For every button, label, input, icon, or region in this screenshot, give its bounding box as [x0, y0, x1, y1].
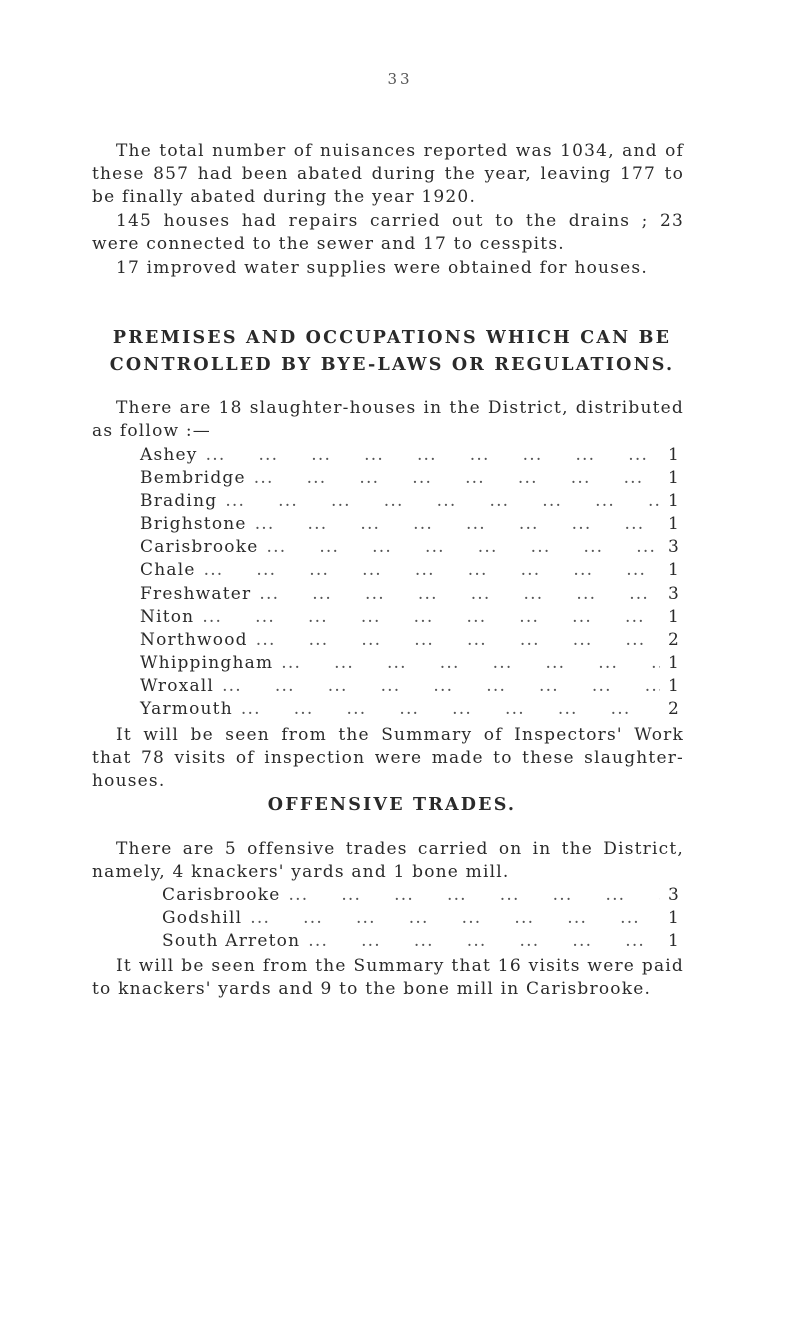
leader-dots	[214, 675, 660, 698]
place-name: Ashey	[140, 445, 198, 465]
place-count: 1	[667, 445, 680, 465]
list-item	[140, 698, 680, 721]
list-item	[140, 583, 680, 606]
place-count: 3	[667, 885, 680, 905]
list-item	[140, 444, 680, 467]
leader-dots	[300, 930, 660, 953]
place-name: Whippingham	[140, 652, 274, 673]
place-name: Carisbrooke	[162, 885, 281, 905]
place-count: 1	[667, 560, 680, 581]
leader-dots	[194, 606, 660, 629]
place-count: 3	[667, 537, 680, 558]
premises-heading-line-1: PREMISES AND OCCUPATIONS WHICH CAN BE	[112, 328, 672, 348]
leader-dots	[248, 629, 660, 652]
place-count: 2	[667, 629, 680, 650]
place-count: 1	[667, 675, 680, 696]
list-item	[140, 490, 680, 513]
list-item	[140, 513, 680, 536]
place-name: Brading	[140, 491, 218, 512]
offensive-trades-heading-text: OFFENSIVE TRADES.	[267, 795, 517, 815]
place-name: Chale	[140, 560, 196, 581]
offensive-trades-list	[162, 884, 680, 953]
place-count: 3	[667, 583, 680, 604]
leader-dots	[273, 652, 660, 675]
place-name: Yarmouth	[140, 699, 233, 720]
list-item	[140, 652, 680, 675]
slaughter-house-list	[140, 444, 680, 721]
leader-dots	[251, 583, 660, 606]
list-item	[162, 907, 680, 930]
list-item	[162, 930, 680, 953]
place-name: Freshwater	[140, 583, 252, 604]
leader-dots	[280, 884, 660, 907]
place-count: 2	[667, 699, 680, 720]
place-count: 1	[667, 468, 680, 489]
leader-dots	[246, 467, 660, 490]
list-item	[140, 559, 680, 582]
list-item	[140, 536, 680, 559]
list-item	[140, 629, 680, 652]
page-number: 33	[387, 70, 413, 88]
leader-dots	[242, 907, 660, 930]
slaughter-intro: There are 18 slaughter-houses in the District, distributed as follow :—	[92, 398, 684, 441]
place-name: Carisbrooke	[140, 537, 259, 558]
nuisances-paragraph: The total number of nuisances reported was 1034, and of these 857 had been abated during the year, leaving 177 to be finally abated during the year 1920.	[92, 141, 684, 207]
place-name: Brighstone	[140, 514, 247, 535]
leader-dots	[217, 490, 660, 513]
slaughter-summary: It will be seen from the Summary of Inspectors' Work that 78 visits of inspection were made to these slaughter-houses.	[92, 725, 684, 791]
leader-dots	[233, 698, 660, 721]
place-name: South Arreton	[162, 931, 301, 952]
water-supplies-paragraph: 17 improved water supplies were obtained for houses.	[116, 258, 648, 278]
place-count: 1	[667, 514, 680, 535]
place-name: Northwood	[140, 629, 248, 650]
list-item	[162, 884, 680, 907]
premises-heading-line-2: CONTROLLED BY BYE-LAWS OR REGULATIONS.	[109, 355, 675, 375]
list-item	[140, 467, 680, 490]
list-item	[140, 675, 680, 698]
place-count: 1	[667, 606, 680, 627]
leader-dots	[247, 513, 660, 536]
drains-paragraph: 145 houses had repairs carried out to the drains ; 23 were connected to the sewer and 17 to cesspits.	[92, 211, 684, 254]
leader-dots	[258, 536, 660, 559]
leader-dots	[196, 559, 660, 582]
offensive-trades-heading	[92, 792, 692, 819]
list-item	[140, 606, 680, 629]
place-count: 1	[667, 908, 680, 929]
place-name: Bembridge	[140, 468, 246, 489]
place-count: 1	[667, 931, 680, 952]
offensive-summary: It will be seen from the Summary that 16 visits were paid to knackers' yards and 9 to the bone mill in Carisbrooke.	[92, 956, 684, 999]
place-name: Wroxall	[140, 675, 215, 696]
place-name: Niton	[140, 606, 195, 627]
place-name: Godshill	[162, 908, 243, 929]
offensive-intro: There are 5 offensive trades carried on in the District, namely, 4 knackers' yards and 1 bone mill.	[92, 839, 684, 882]
leader-dots	[198, 444, 660, 467]
place-count: 1	[667, 652, 680, 673]
premises-heading	[92, 325, 692, 379]
place-count: 1	[667, 491, 680, 512]
